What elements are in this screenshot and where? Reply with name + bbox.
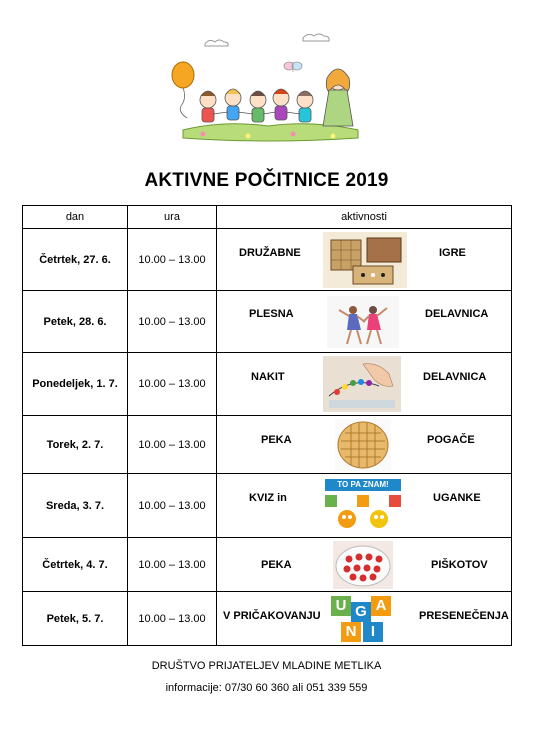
footer-contact-info: informacije: 07/30 60 360 ali 051 339 559 bbox=[165, 682, 368, 694]
time-cell: 10.00 – 13.00 bbox=[128, 353, 217, 416]
activity-word-2: PRESENEČENJA bbox=[419, 610, 509, 623]
board-games-image bbox=[323, 232, 407, 288]
day-cell: Torek, 2. 7. bbox=[23, 416, 128, 474]
activity-cell bbox=[217, 416, 512, 474]
activity-word-1: DRUŽABNE bbox=[239, 247, 301, 260]
time-cell: 10.00 – 13.00 bbox=[128, 592, 217, 646]
table-row bbox=[23, 592, 512, 646]
dancing-girls-image bbox=[327, 296, 399, 348]
day-cell: Sreda, 3. 7. bbox=[23, 474, 128, 538]
day-cell: Petek, 28. 6. bbox=[23, 291, 128, 353]
balloon-icon bbox=[172, 62, 194, 118]
butterfly-icon bbox=[284, 62, 302, 72]
activity-word-1: PLESNA bbox=[249, 308, 294, 321]
header-dan: dan bbox=[23, 206, 128, 229]
activity-word-2: DELAVNICA bbox=[425, 308, 489, 321]
to-pa-znam-quiz-image bbox=[323, 477, 403, 535]
table-row bbox=[23, 416, 512, 474]
letter-tile: N bbox=[341, 622, 361, 642]
ugani-letter-tiles-image bbox=[329, 594, 393, 644]
cloud-icon bbox=[205, 34, 329, 46]
activity-cell bbox=[217, 229, 512, 291]
activity-word-2: UGANKE bbox=[433, 491, 481, 504]
activity-word-2: PIŠKOTOV bbox=[431, 558, 488, 571]
day-cell: Petek, 5. 7. bbox=[23, 592, 128, 646]
header-aktivnosti: aktivnosti bbox=[217, 206, 512, 229]
activity-word-2: DELAVNICA bbox=[423, 370, 487, 383]
table-header-row bbox=[23, 206, 512, 229]
activity-word-2: IGRE bbox=[439, 247, 466, 260]
quiz-image-caption: TO PA ZNAM! bbox=[337, 479, 389, 489]
time-cell: 10.00 – 13.00 bbox=[128, 291, 217, 353]
activity-word-1: NAKIT bbox=[251, 370, 285, 383]
time-cell: 10.00 – 13.00 bbox=[128, 416, 217, 474]
bead-jewelry-image bbox=[323, 356, 401, 412]
footer-organization: DRUŠTVO PRIJATELJEV MLADINE METLIKA bbox=[151, 660, 382, 672]
table-row bbox=[23, 474, 512, 538]
time-cell: 10.00 – 13.00 bbox=[128, 538, 217, 592]
activity-cell bbox=[217, 592, 512, 646]
activity-word-1: V PRIČAKOVANJU bbox=[223, 610, 321, 623]
heart-cookies-image bbox=[333, 541, 393, 589]
header-ura: ura bbox=[128, 206, 217, 229]
table-row bbox=[23, 353, 512, 416]
day-cell: Četrtek, 27. 6. bbox=[23, 229, 128, 291]
activity-cell bbox=[217, 291, 512, 353]
pogaca-bread-image bbox=[335, 419, 391, 471]
activity-word-2: POGAČE bbox=[427, 433, 475, 446]
time-cell: 10.00 – 13.00 bbox=[128, 229, 217, 291]
letter-tile: G bbox=[351, 602, 371, 622]
children-figures bbox=[200, 89, 313, 122]
activity-cell bbox=[217, 474, 512, 538]
letter-tile: A bbox=[371, 596, 391, 616]
day-cell: Ponedeljek, 1. 7. bbox=[23, 353, 128, 416]
letter-tile: I bbox=[363, 622, 383, 642]
activity-word-1: PEKA bbox=[261, 558, 292, 571]
letter-tile: U bbox=[331, 596, 351, 616]
table-row bbox=[23, 291, 512, 353]
table-row bbox=[23, 538, 512, 592]
schedule-table bbox=[22, 205, 512, 646]
page-title: AKTIVNE POČITNICE 2019 bbox=[144, 170, 389, 191]
activity-cell bbox=[217, 353, 512, 416]
day-cell: Četrtek, 4. 7. bbox=[23, 538, 128, 592]
activity-word-1: PEKA bbox=[261, 433, 292, 446]
teacher-figure bbox=[323, 69, 353, 126]
children-illustration bbox=[163, 30, 373, 150]
table-row bbox=[23, 229, 512, 291]
activity-word-1: KVIZ in bbox=[249, 491, 287, 504]
activity-cell bbox=[217, 538, 512, 592]
time-cell: 10.00 – 13.00 bbox=[128, 474, 217, 538]
